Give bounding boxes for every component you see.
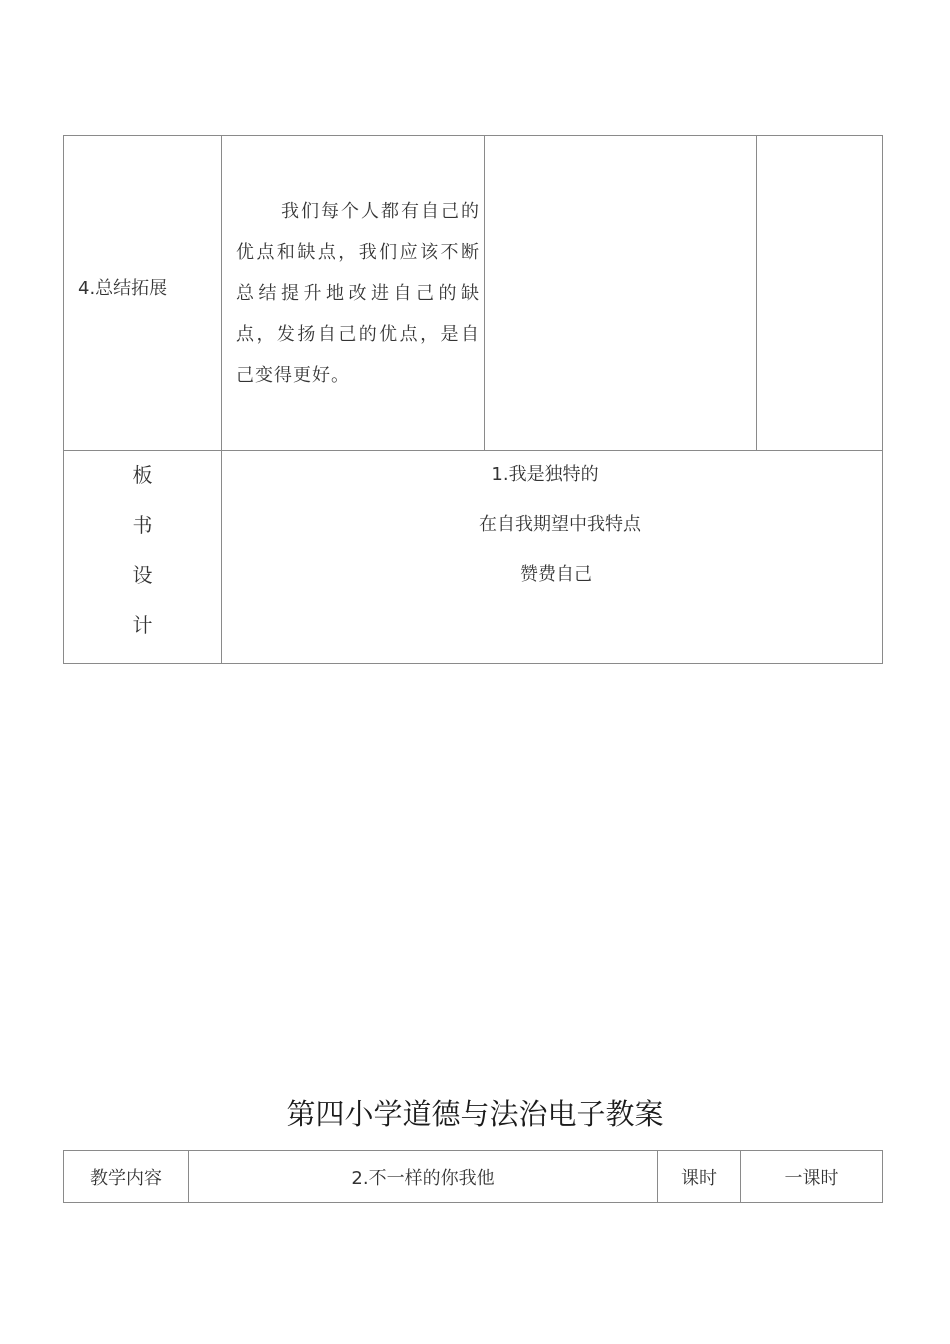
board-design-content: [222, 451, 883, 664]
board-title: 1.我是独特的: [491, 464, 599, 485]
document-title: 第四小学道德与法治电子教案: [286, 1097, 664, 1131]
step-label: 4.总结拓展: [78, 278, 168, 299]
summary-content-text: 我们每个人都有自己的优点和缺点，我们应该不断总结提升地改进自己的缺点，发扬自己的优点，是自己变得更好。: [236, 200, 480, 386]
board-line-1: 在自我期望中我特点: [479, 514, 641, 535]
lesson-info-row: [64, 1151, 883, 1203]
lesson-plan-table: [63, 135, 883, 664]
board-label-char: 书: [132, 513, 153, 537]
lesson-info-table: [63, 1150, 883, 1203]
summary-content-cell: [222, 136, 485, 451]
summary-row: [64, 136, 883, 451]
content-label: 教学内容: [64, 1151, 189, 1203]
period-label: 课时: [658, 1151, 741, 1203]
board-label-char: 设: [132, 563, 153, 587]
empty-cell-col4: [757, 136, 883, 451]
board-design-row: [64, 451, 883, 664]
board-line-2: 赞费自己: [520, 564, 592, 585]
step-label-cell: [64, 136, 222, 451]
board-label-char: 板: [132, 463, 153, 487]
summary-content: [222, 191, 484, 396]
content-value: 2.不一样的你我他: [189, 1151, 658, 1203]
board-design-label: [64, 451, 222, 664]
period-value: 一课时: [741, 1151, 883, 1203]
board-label-char: 计: [132, 613, 153, 637]
empty-cell-col3: [485, 136, 757, 451]
